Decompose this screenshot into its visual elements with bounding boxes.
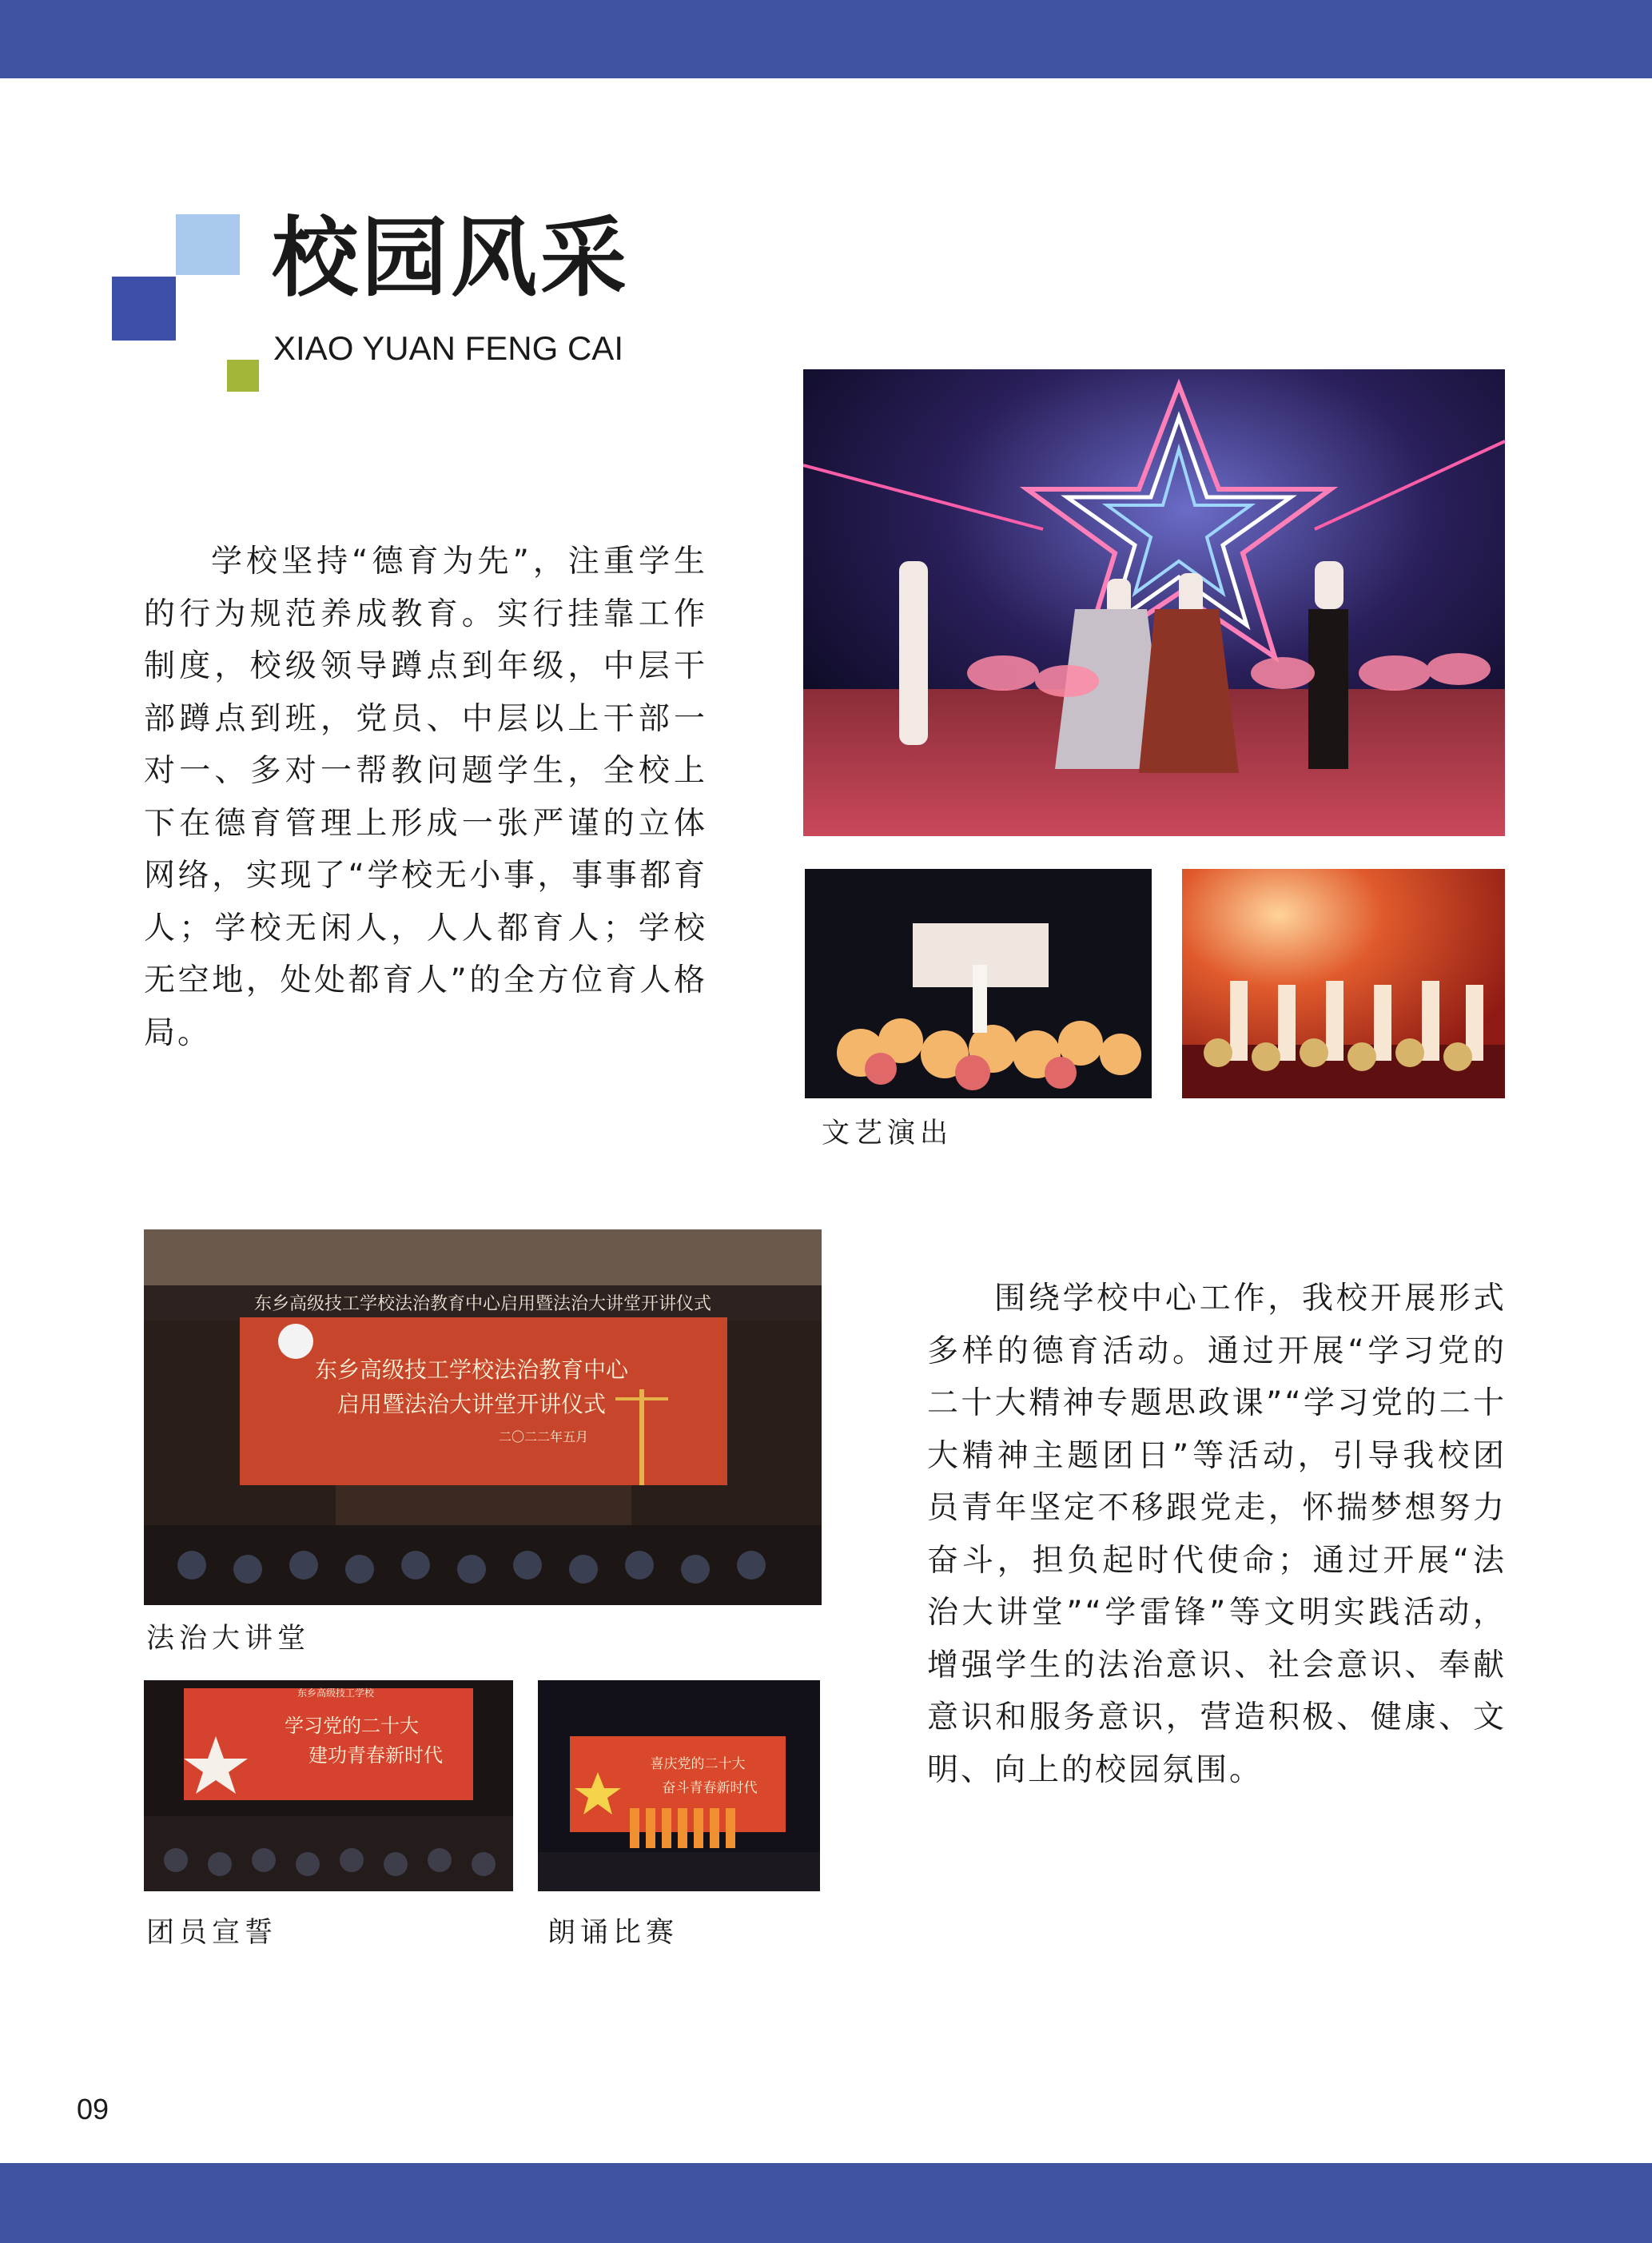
oath-screen-line1: 学习党的二十大 <box>285 1715 419 1737</box>
photo-law-lecture <box>144 1229 822 1605</box>
caption-recitation: 朗诵比赛 <box>547 1917 679 1949</box>
bottom-band <box>0 2163 1652 2243</box>
paragraph-moral-activities: 围绕学校中心工作，我校开展形式多样的德育活动。通过开展“学习党的二十大精神专题思政课”“学习党的二十大精神主题团日”等活动，引导我校团员青年坚定不移跟党走，怀揣梦想努力奋斗，担负起时代使命；通过开展“法治大讲堂”“学雷锋”等文明实践活动，增强学生的法治意识、社会意识、奉献意识和服务意识，营造积极、健康、文明、向上的校园氛围。 <box>927 1281 1507 1788</box>
photo-recitation <box>538 1680 820 1891</box>
recite-screen-line1: 喜庆党的二十大 <box>650 1756 746 1772</box>
lecture-top-banner: 东乡高级技工学校法治教育中心启用暨法治大讲堂开讲仪式 <box>253 1294 712 1314</box>
lecture-screen-line2: 启用暨法治大讲堂开讲仪式 <box>336 1391 607 1417</box>
photo-performance-flowers <box>805 869 1152 1098</box>
photo-league-oath <box>144 1680 513 1891</box>
recite-screen-line2: 奋斗青春新时代 <box>662 1780 758 1796</box>
caption-league-oath: 团员宣誓 <box>146 1917 278 1949</box>
photo-performance-main <box>803 369 1505 836</box>
lecture-screen-line1: 东乡高级技工学校法治教育中心 <box>314 1357 629 1383</box>
section-title-pinyin: XIAO YUAN FENG CAI <box>273 329 623 367</box>
photo-performance-fans <box>1182 869 1505 1098</box>
lecture-screen-date: 二〇二二年五月 <box>498 1429 589 1444</box>
decor-square-light <box>176 214 240 275</box>
section-title: 校园风采 <box>272 209 631 309</box>
page-number: 09 <box>77 2093 109 2125</box>
oath-screen-line2: 建功青春新时代 <box>309 1744 443 1767</box>
oath-screen-top: 东乡高级技工学校 <box>297 1687 375 1699</box>
top-band <box>0 0 1652 78</box>
caption-law-lecture: 法治大讲堂 <box>146 1623 311 1655</box>
paragraph-moral-education: 学校坚持“德育为先”，注重学生的行为规范养成教育。实行挂靠工作制度，校级领导蹲点到年级，中层干部蹲点到班，党员、中层以上干部一对一、多对一帮教问题学生，全校上下在德育管理上形成一张严谨的立体网络，实现了“学校无小事，事事都育人；学校无闲人，人人都育人；学校无空地，处处都育人”的全方位育人格局。 <box>144 544 707 1051</box>
decor-square-dark <box>112 277 176 341</box>
caption-performance: 文艺演出 <box>822 1118 953 1149</box>
decor-square-green <box>227 360 259 392</box>
